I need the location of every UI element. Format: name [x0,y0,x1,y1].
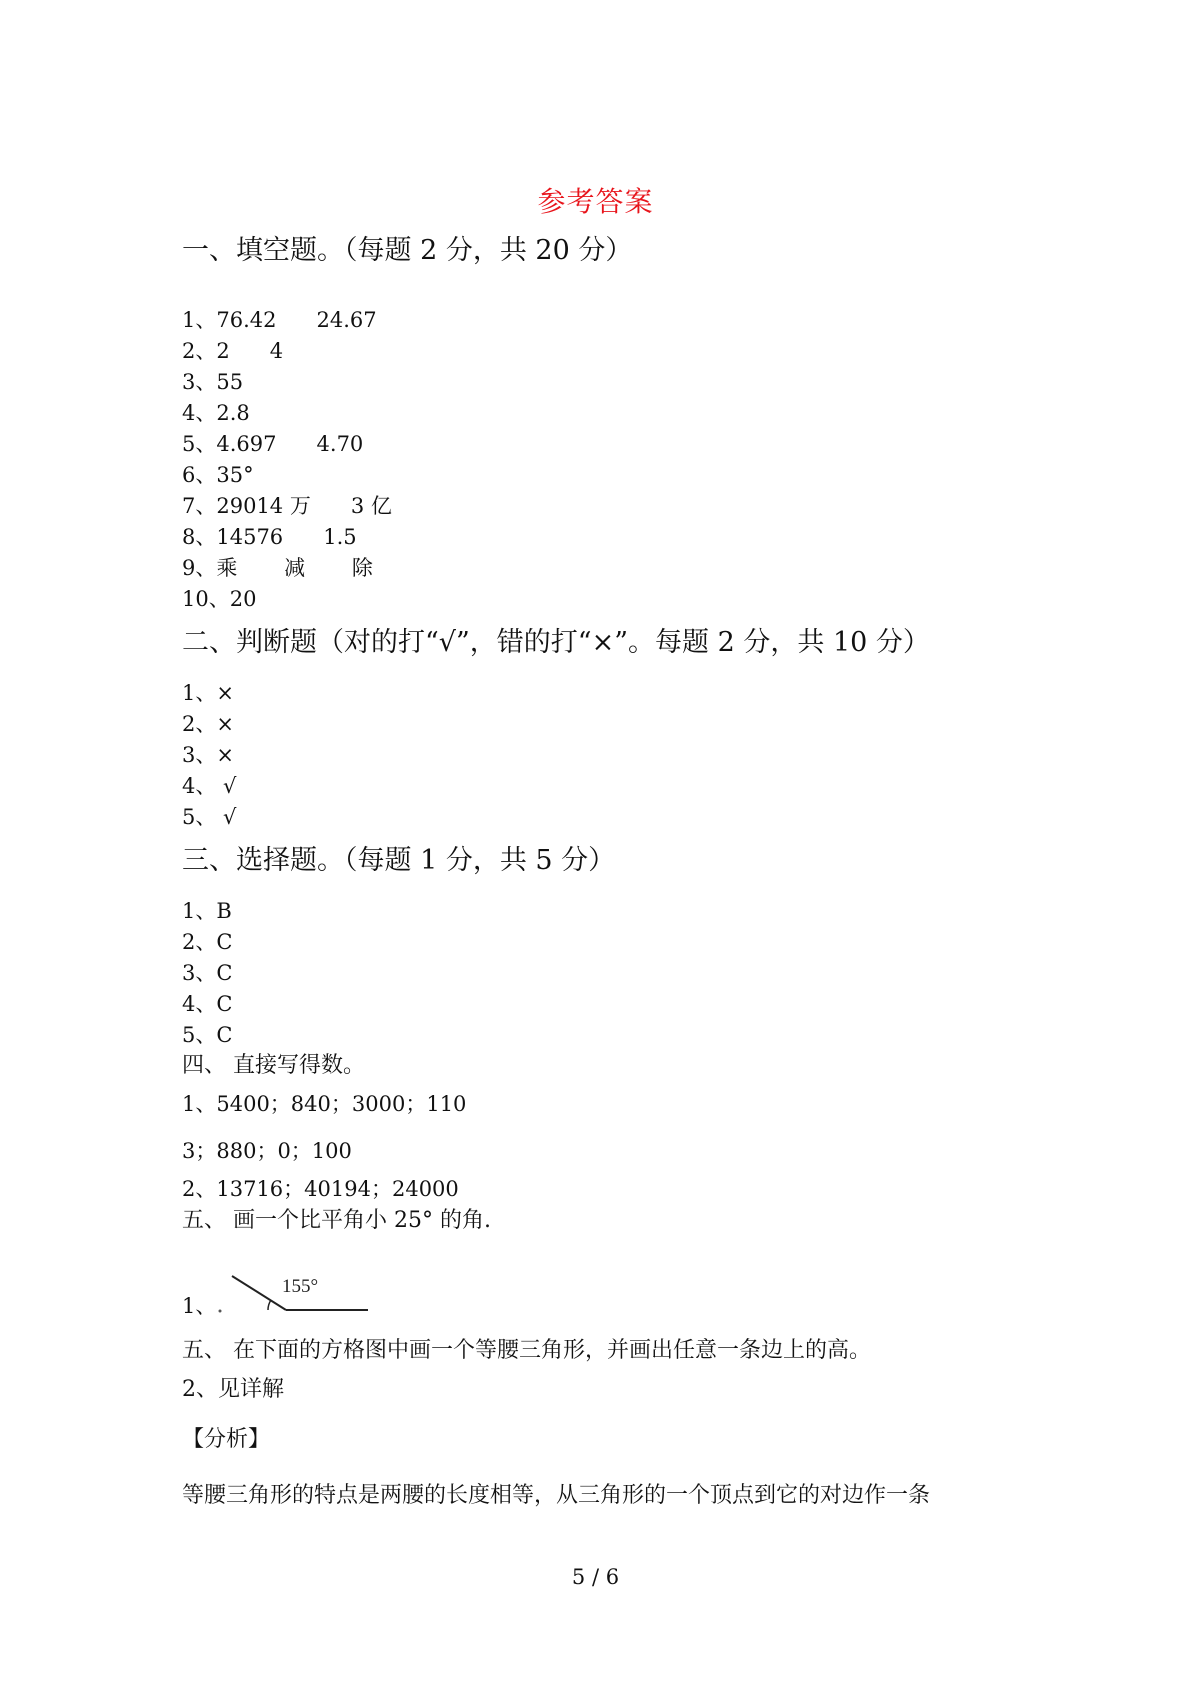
answer-item: 3、55 [182,370,244,394]
section-heading-mental-math: 四、 直接写得数。 [182,1053,365,1078]
page-number: 5 / 6 [571,1565,620,1589]
answer-item: 2、2 4 [182,339,284,363]
angle-label: 155° [282,1276,319,1297]
answer-item: 5、4.697 4.70 [182,432,364,456]
page-title: 参考答案 [537,185,654,218]
answer-item: 1、5400；840；3000；110 [182,1092,467,1116]
analysis-label: 【分析】 [182,1427,271,1452]
answer-item: 2、见详解 [182,1377,284,1402]
answer-item: 5、C [182,1023,233,1047]
angle-dot-marker [219,1310,222,1313]
answer-item: 3、C [182,961,233,985]
section-heading-draw-angle: 五、 画一个比平角小 25° 的角. [182,1208,491,1233]
angle-ray-upper [232,1276,286,1310]
answer-item: 10、20 [182,587,257,611]
answer-item: 4、C [182,992,233,1016]
answer-item: 2、C [182,930,233,954]
section-heading-true-false: 二、判断题（对的打“√”，错的打“×”。每题 2 分，共 10 分） [182,627,930,658]
answer-item: 3、× [182,743,234,767]
answer-item: 8、14576 1.5 [182,525,357,549]
section-heading-isosceles: 五、 在下面的方格图中画一个等腰三角形，并画出任意一条边上的高。 [182,1338,871,1363]
angle-arc [268,1300,271,1310]
answer-item-prefix: 1、 [182,1294,217,1318]
answer-item: 1、× [182,681,234,705]
answer-item: 2、× [182,712,234,736]
answer-item: 2、13716；40194；24000 [182,1177,459,1201]
analysis-text: 等腰三角形的特点是两腰的长度相等，从三角形的一个顶点到它的对边作一条 [182,1483,931,1508]
answer-item: 1、B [182,899,232,923]
angle-155-figure [208,1270,373,1330]
answer-item: 6、35° [182,463,254,487]
answer-item: 5、 √ [182,805,237,829]
answer-item: 9、乘 减 除 [182,556,373,580]
answer-item: 4、2.8 [182,401,250,425]
answer-item: 3；880；0；100 [182,1139,352,1163]
section-heading-fill-blanks: 一、填空题。（每题 2 分，共 20 分） [182,235,633,266]
section-heading-multiple-choice: 三、选择题。（每题 1 分，共 5 分） [182,845,616,876]
answer-item: 7、29014 万 3 亿 [182,494,392,518]
answer-item: 1、76.42 24.67 [182,308,377,332]
answer-item: 4、 √ [182,774,237,798]
